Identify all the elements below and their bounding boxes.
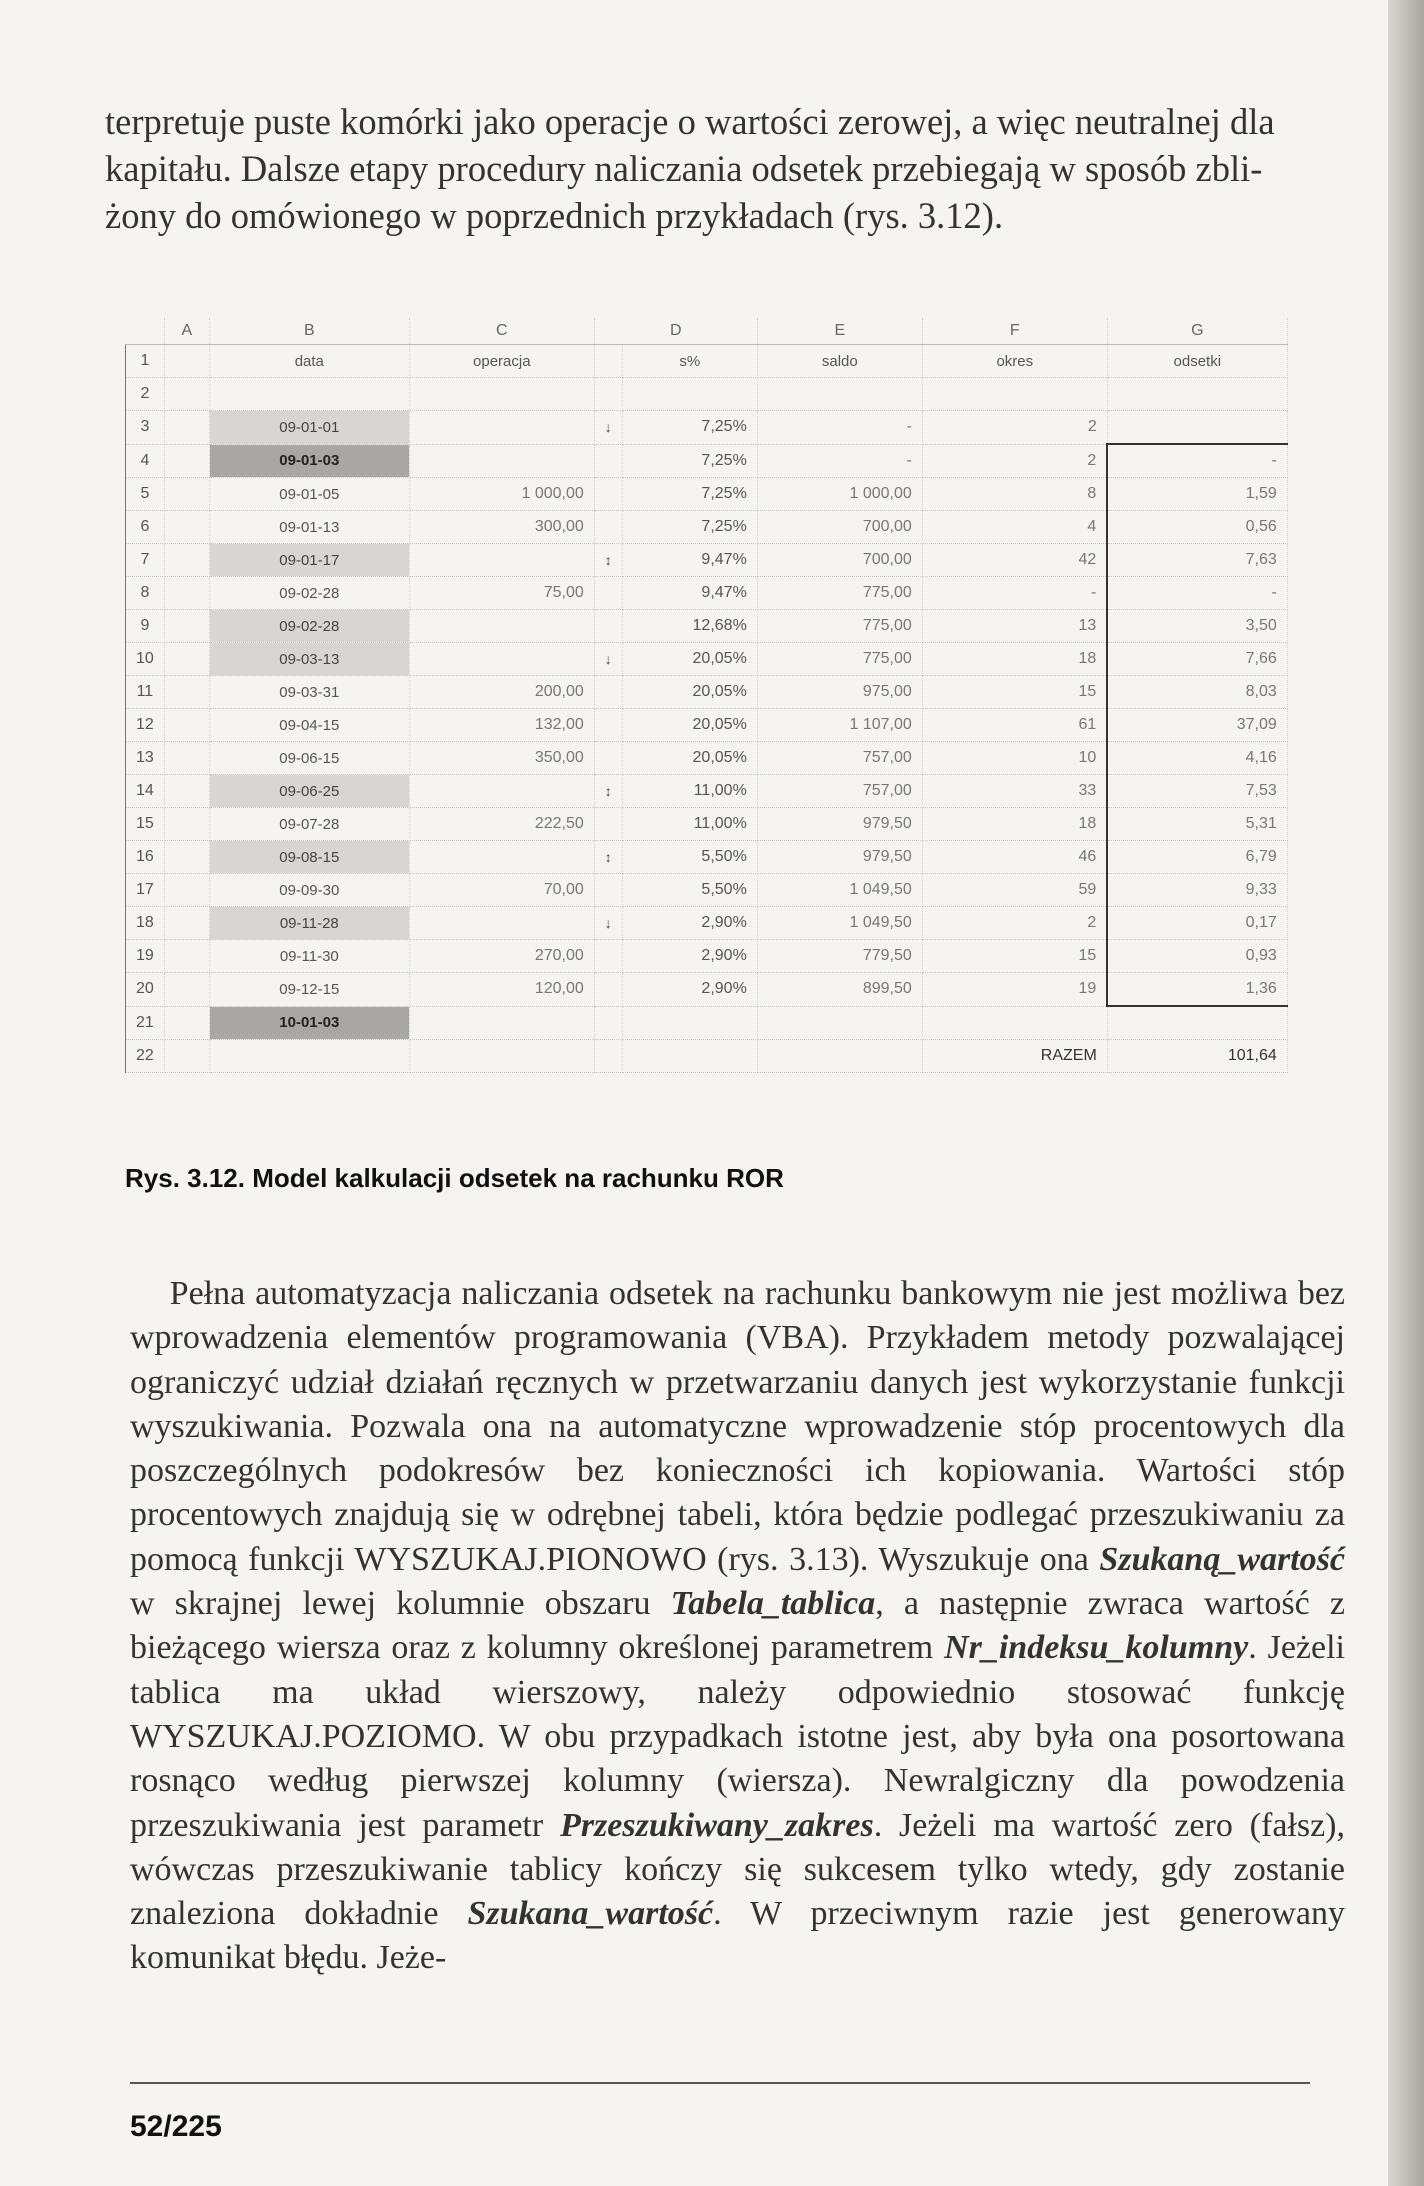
saldo-cell: 1 000,00 [757, 478, 922, 511]
date-cell: 09-02-28 [209, 577, 409, 610]
pct-cell: 9,47% [622, 544, 757, 577]
cell-a [164, 1040, 209, 1073]
saldo-cell: 899,50 [757, 973, 922, 1007]
sheet-row [126, 940, 1288, 973]
pct-cell: 11,00% [622, 775, 757, 808]
odsetki-cell [1107, 378, 1287, 411]
okres-cell: 2 [922, 411, 1107, 445]
operacja-cell: 350,00 [409, 742, 594, 775]
sheet-row [126, 478, 1288, 511]
odsetki-cell: 0,17 [1107, 907, 1287, 940]
odsetki-cell: 5,31 [1107, 808, 1287, 841]
cell-a [164, 378, 209, 411]
okres-cell [922, 1006, 1107, 1040]
row-number: 8 [126, 577, 165, 610]
date-cell: 09-02-28 [209, 610, 409, 643]
okres-cell: 8 [922, 478, 1107, 511]
okres-cell [922, 378, 1107, 411]
sheet-row [126, 973, 1288, 1007]
col-letter: D [594, 318, 757, 345]
sheet-row [126, 544, 1288, 577]
pct-cell: 7,25% [622, 478, 757, 511]
pct-cell: 20,05% [622, 742, 757, 775]
row-number: 9 [126, 610, 165, 643]
odsetki-cell: 37,09 [1107, 709, 1287, 742]
saldo-cell: 757,00 [757, 742, 922, 775]
term-przeszukiwany: Przeszukiwany_zakres [560, 1806, 874, 1844]
odsetki-cell: - [1107, 444, 1287, 478]
operacja-cell [409, 544, 594, 577]
arrow-icon [594, 676, 622, 709]
cell-a [164, 808, 209, 841]
footer-rule [130, 2082, 1310, 2084]
row-number: 7 [126, 544, 165, 577]
odsetki-cell: 0,93 [1107, 940, 1287, 973]
saldo-cell: 700,00 [757, 544, 922, 577]
saldo-cell: - [757, 411, 922, 445]
okres-cell: 15 [922, 676, 1107, 709]
date-cell: 09-01-01 [209, 411, 409, 445]
header-pct: s% [622, 345, 757, 378]
operacja-cell: 75,00 [409, 577, 594, 610]
date-cell: 09-01-17 [209, 544, 409, 577]
date-cell: 09-03-31 [209, 676, 409, 709]
sheet-row [126, 1040, 1288, 1073]
operacja-cell: 70,00 [409, 874, 594, 907]
razem-label: RAZEM [922, 1040, 1107, 1073]
saldo-cell [757, 378, 922, 411]
cell-a [164, 411, 209, 445]
saldo-cell: 775,00 [757, 577, 922, 610]
term-nr-indeksu: Nr_indeksu_kolumny [944, 1629, 1249, 1667]
text-run: . W przeciwnym razie jest generowany komunikat błędu. Jeże- [130, 1895, 1346, 1977]
operacja-cell: 132,00 [409, 709, 594, 742]
odsetki-cell: 1,36 [1107, 973, 1287, 1007]
cell-a [164, 676, 209, 709]
header-operacja: operacja [409, 345, 594, 378]
cell-a [164, 610, 209, 643]
row-number: 5 [126, 478, 165, 511]
odsetki-cell [1107, 411, 1287, 445]
cell-a [164, 1006, 209, 1040]
page-edge [1388, 0, 1424, 2186]
okres-cell: 18 [922, 808, 1107, 841]
okres-cell: 19 [922, 973, 1107, 1007]
arrow-icon [594, 444, 622, 478]
row-number: 3 [126, 411, 165, 445]
col-letter: A [164, 318, 209, 345]
saldo-cell: 779,50 [757, 940, 922, 973]
text-run: . Jeżeli tablica ma układ wierszowy, należy odpowiednio stosować funkcję WYSZUKAJ.POZIOMO. W obu przypadkach istotne jest, aby była ona posortowana rosnąco według pierwszej kolumny (wiersza). Newralgiczny dla powodzenia przeszukiwania jest parametr [130, 1629, 1345, 1844]
row-number: 18 [126, 907, 165, 940]
date-cell: 10-01-03 [209, 1006, 409, 1040]
operacja-cell [409, 1006, 594, 1040]
sheet-row [126, 907, 1288, 940]
pct-cell: 7,25% [622, 411, 757, 445]
sheet-row [126, 742, 1288, 775]
header-saldo: saldo [757, 345, 922, 378]
date-cell: 09-06-15 [209, 742, 409, 775]
saldo-cell: 757,00 [757, 775, 922, 808]
operacja-cell: 270,00 [409, 940, 594, 973]
saldo-cell: 979,50 [757, 841, 922, 874]
odsetki-cell: 1,59 [1107, 478, 1287, 511]
row-number: 20 [126, 973, 165, 1007]
sheet-row [126, 709, 1288, 742]
arrow-icon [594, 478, 622, 511]
saldo-cell: - [757, 444, 922, 478]
cell-a [164, 940, 209, 973]
arrow-icon: ↓ [594, 643, 622, 676]
cell-a [164, 874, 209, 907]
arrow-icon [594, 577, 622, 610]
row-number: 19 [126, 940, 165, 973]
date-cell: 09-07-28 [209, 808, 409, 841]
pct-cell: 2,90% [622, 973, 757, 1007]
cell-a [164, 478, 209, 511]
row-number: 2 [126, 378, 165, 411]
date-cell: 09-11-30 [209, 940, 409, 973]
top-paragraph [105, 98, 1345, 239]
pct-cell: 20,05% [622, 676, 757, 709]
sheet-row [126, 643, 1288, 676]
row-number: 4 [126, 444, 165, 478]
odsetki-cell: 7,53 [1107, 775, 1287, 808]
figure-caption: Rys. 3.12. Model kalkulacji odsetek na rachunku ROR [125, 1163, 784, 1193]
operacja-cell [409, 775, 594, 808]
date-cell: 09-09-30 [209, 874, 409, 907]
okres-cell: 13 [922, 610, 1107, 643]
cell-a [164, 444, 209, 478]
text-line: kapitału. Dalsze etapy procedury naliczania odsetek przebiegają w sposób zbli- [105, 148, 1263, 189]
pct-cell: 11,00% [622, 808, 757, 841]
date-cell: 09-06-25 [209, 775, 409, 808]
operacja-cell [409, 411, 594, 445]
pct-cell: 20,05% [622, 643, 757, 676]
row-number: 14 [126, 775, 165, 808]
cell-a [164, 742, 209, 775]
operacja-cell: 200,00 [409, 676, 594, 709]
date-cell: 09-08-15 [209, 841, 409, 874]
cell-a [164, 345, 209, 378]
sheet-row [126, 775, 1288, 808]
arrow-icon [594, 1006, 622, 1040]
pct-cell: 2,90% [622, 907, 757, 940]
okres-cell: 2 [922, 444, 1107, 478]
main-paragraph [130, 1272, 1345, 1981]
cell-a [164, 775, 209, 808]
text-run: , a następnie zwraca wartość z bieżącego wiersza oraz z kolumny określonej parametrem [130, 1585, 1345, 1667]
arrow-icon [594, 511, 622, 544]
razem-value: 101,64 [1107, 1040, 1287, 1073]
text-run: Pełna automatyzacja naliczania odsetek na rachunku bankowym nie jest możliwa bez wprowadzenia elementów programowania (VBA). Przykładem metody pozwalającej ograniczyć udział działań ręcznych w przetwarzaniu danych jest wykorzystanie funkcji wyszukiwania. Pozwala ona na automatyczne wprowadzenie stóp procentowych dla poszczególnych podokresów bez konieczności ich kopiowania. Wartości stóp procentowych znajdują się w odrębnej tabeli, która będzie podlegać przeszukiwaniu za pomocą funkcji WYSZUKAJ.PIONOWO (rys. 3.13). Wyszukuje ona [130, 1275, 1345, 1578]
okres-cell: 2 [922, 907, 1107, 940]
row-number: 11 [126, 676, 165, 709]
col-letter: F [922, 318, 1107, 345]
text-line: terpretuje puste komórki jako operacje o wartości zerowej, a więc neutralnej dla [105, 101, 1275, 142]
arrow-icon: ↕ [594, 544, 622, 577]
date-cell: 09-12-15 [209, 973, 409, 1007]
spreadsheet-figure [125, 318, 1340, 1108]
arrow-icon [594, 808, 622, 841]
cell-a [164, 841, 209, 874]
operacja-cell: 1 000,00 [409, 478, 594, 511]
cell-a [164, 973, 209, 1007]
odsetki-cell [1107, 1006, 1287, 1040]
sheet-row [126, 874, 1288, 907]
arrow-icon: ↓ [594, 907, 622, 940]
date-cell: 09-04-15 [209, 709, 409, 742]
spreadsheet-table [125, 318, 1288, 1073]
date-cell [209, 378, 409, 411]
arrow-icon [594, 940, 622, 973]
operacja-cell: 120,00 [409, 973, 594, 1007]
saldo-cell [757, 1006, 922, 1040]
odsetki-cell: 4,16 [1107, 742, 1287, 775]
sheet-row [126, 1006, 1288, 1040]
operacja-cell [409, 907, 594, 940]
okres-cell: 46 [922, 841, 1107, 874]
okres-cell: 15 [922, 940, 1107, 973]
okres-cell: 10 [922, 742, 1107, 775]
sheet-row [126, 411, 1288, 445]
odsetki-cell: 7,63 [1107, 544, 1287, 577]
cell-a [164, 544, 209, 577]
cell-arrow [594, 345, 622, 378]
row-number: 13 [126, 742, 165, 775]
arrow-icon [594, 378, 622, 411]
odsetki-cell: 9,33 [1107, 874, 1287, 907]
sheet-row [126, 511, 1288, 544]
row-number: 16 [126, 841, 165, 874]
sheet-row [126, 610, 1288, 643]
date-cell: 09-01-05 [209, 478, 409, 511]
term-szukana: Szukaną_wartość [1099, 1540, 1345, 1578]
operacja-cell [409, 610, 594, 643]
row-number: 10 [126, 643, 165, 676]
arrow-icon [594, 742, 622, 775]
saldo-cell: 975,00 [757, 676, 922, 709]
arrow-icon: ↕ [594, 775, 622, 808]
empty-cell [594, 1040, 622, 1073]
saldo-cell: 1 049,50 [757, 874, 922, 907]
okres-cell: 61 [922, 709, 1107, 742]
term-tabela: Tabela_tablica [670, 1585, 876, 1623]
sheet-row [126, 808, 1288, 841]
pct-cell: 12,68% [622, 610, 757, 643]
saldo-cell: 1 107,00 [757, 709, 922, 742]
empty-cell [757, 1040, 922, 1073]
cell-a [164, 643, 209, 676]
col-letter: G [1107, 318, 1287, 345]
operacja-cell [409, 444, 594, 478]
sheet-row [126, 841, 1288, 874]
empty-cell [209, 1040, 409, 1073]
cell-a [164, 511, 209, 544]
saldo-cell: 979,50 [757, 808, 922, 841]
cell-a [164, 907, 209, 940]
operacja-cell: 222,50 [409, 808, 594, 841]
sheet-row [126, 378, 1288, 411]
date-cell: 09-01-13 [209, 511, 409, 544]
okres-cell: 42 [922, 544, 1107, 577]
odsetki-cell: 3,50 [1107, 610, 1287, 643]
column-letters-row [126, 318, 1288, 345]
cell-a [164, 577, 209, 610]
text-run: . Jeżeli ma wartość zero (fałsz), wówczas przeszukiwanie tablicy kończy się sukcesem tylko wtedy, gdy zostanie znaleziona dokładnie [130, 1806, 1346, 1933]
sheet-row [126, 676, 1288, 709]
row-number: 17 [126, 874, 165, 907]
arrow-icon: ↕ [594, 841, 622, 874]
pct-cell: 20,05% [622, 709, 757, 742]
sheet-row [126, 577, 1288, 610]
arrow-icon [594, 709, 622, 742]
row-number: 12 [126, 709, 165, 742]
term-szukana-2: Szukana_wartość [467, 1895, 714, 1933]
okres-cell: 4 [922, 511, 1107, 544]
arrow-icon [594, 610, 622, 643]
text-line: żony do omówionego w poprzednich przykładach (rys. 3.12). [105, 195, 1004, 236]
col-letter: E [757, 318, 922, 345]
date-cell: 09-01-03 [209, 444, 409, 478]
pct-cell: 5,50% [622, 874, 757, 907]
header-okres: okres [922, 345, 1107, 378]
row-number: 15 [126, 808, 165, 841]
empty-cell [622, 1040, 757, 1073]
operacja-cell [409, 378, 594, 411]
odsetki-cell: 0,56 [1107, 511, 1287, 544]
col-letter: C [409, 318, 594, 345]
pct-cell [622, 1006, 757, 1040]
odsetki-cell: 7,66 [1107, 643, 1287, 676]
cell-a [164, 709, 209, 742]
pct-cell [622, 378, 757, 411]
pct-cell: 9,47% [622, 577, 757, 610]
sheet-row [126, 345, 1288, 378]
okres-cell: 18 [922, 643, 1107, 676]
sheet-row [126, 444, 1288, 478]
saldo-cell: 1 049,50 [757, 907, 922, 940]
date-cell: 09-03-13 [209, 643, 409, 676]
arrow-icon [594, 874, 622, 907]
okres-cell: 33 [922, 775, 1107, 808]
arrow-icon: ↓ [594, 411, 622, 445]
pct-cell: 7,25% [622, 444, 757, 478]
odsetki-cell: 6,79 [1107, 841, 1287, 874]
saldo-cell: 700,00 [757, 511, 922, 544]
pct-cell: 7,25% [622, 511, 757, 544]
page-number: 52/225 [130, 2110, 222, 2143]
arrow-icon [594, 973, 622, 1007]
header-odsetki: odsetki [1107, 345, 1287, 378]
text-run: w skrajnej lewej kolumnie obszaru [130, 1585, 671, 1623]
row-number: 21 [126, 1006, 165, 1040]
odsetki-cell: - [1107, 577, 1287, 610]
empty-cell [409, 1040, 594, 1073]
corner-cell [126, 318, 165, 345]
saldo-cell: 775,00 [757, 643, 922, 676]
row-number: 6 [126, 511, 165, 544]
pct-cell: 2,90% [622, 940, 757, 973]
operacja-cell: 300,00 [409, 511, 594, 544]
operacja-cell [409, 643, 594, 676]
header-data: data [209, 345, 409, 378]
saldo-cell: 775,00 [757, 610, 922, 643]
okres-cell: 59 [922, 874, 1107, 907]
row-number: 22 [126, 1040, 165, 1073]
pct-cell: 5,50% [622, 841, 757, 874]
col-letter: B [209, 318, 409, 345]
okres-cell: - [922, 577, 1107, 610]
operacja-cell [409, 841, 594, 874]
date-cell: 09-11-28 [209, 907, 409, 940]
row-number: 1 [126, 345, 165, 378]
odsetki-cell: 8,03 [1107, 676, 1287, 709]
